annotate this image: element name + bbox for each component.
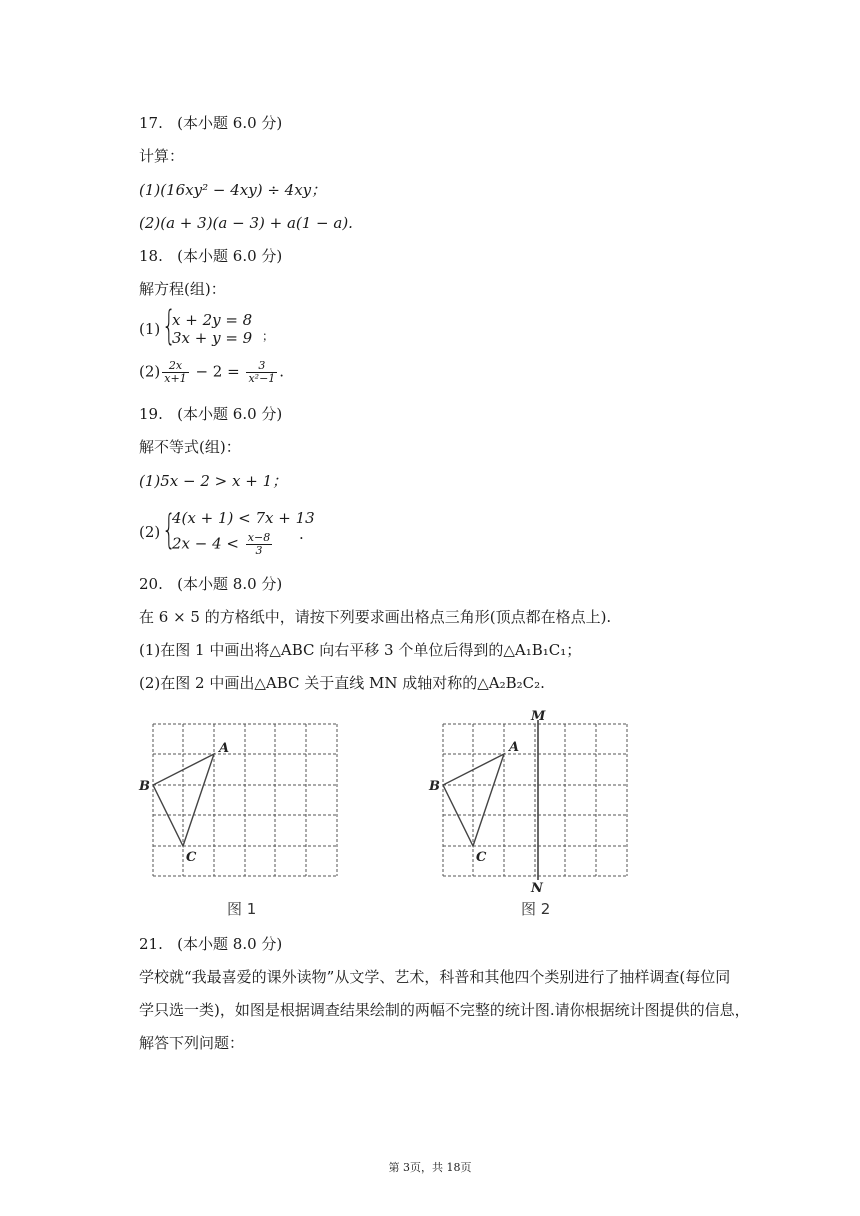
q19-instruction: 解不等式(组)：: [139, 438, 241, 456]
q20-text3: (2)在图 2 中画出△ABC 关于直线 MN 成轴对称的△A₂B₂C₂.: [139, 674, 545, 692]
q19-part2-label: (2): [139, 523, 161, 541]
fig2-label-m: M: [531, 709, 546, 724]
q18-frac1-num: 2x: [162, 360, 188, 373]
page-footer: 第 3页，共 18页: [388, 1161, 472, 1174]
q20-text2: (1)在图 1 中画出将△ABC 向右平移 3 个单位后得到的△A₁B₁C₁；: [139, 641, 582, 659]
q18-frac1-den: x+1: [164, 372, 187, 385]
q17-instruction: 计算：: [139, 147, 185, 165]
q21-text2: 学只选一类)，如图是根据调查结果绘制的两幅不完整的统计图.请你根据统计图提供的信息，: [139, 1001, 750, 1019]
figure-2: [425, 706, 645, 894]
q17-part2: (2)(a + 3)(a − 3) + a(1 − a).: [139, 214, 353, 232]
q19-ineq2-num: x−8: [247, 531, 271, 544]
q18-brace: {: [162, 303, 176, 349]
figure-1: [135, 714, 355, 894]
figure-2-caption: 图 2: [521, 900, 551, 918]
fig2-label-n: N: [531, 881, 543, 894]
q17-part1: (1)(16xy² − 4xy) ÷ 4xy；: [139, 181, 327, 199]
q21-header: 21. (本小题 8.0 分): [139, 935, 283, 953]
q18-frac2-num: 3: [246, 360, 277, 373]
q19-ineq2-frac: [246, 532, 272, 557]
fig2-label-a: A: [509, 740, 520, 755]
q19-part2-end: .: [299, 525, 304, 543]
q18-part2: [139, 360, 284, 385]
fig1-grid: [153, 724, 337, 876]
q20-text1: 在 6 × 5 的方格纸中，请按下列要求画出格点三角形(顶点都在格点上).: [139, 608, 612, 626]
q18-part2-mid: − 2 =: [195, 362, 240, 381]
q18-part2-end: .: [279, 362, 285, 381]
fig2-label-c: C: [476, 850, 487, 865]
q19-ineq2-left: 2x − 4 <: [172, 534, 239, 553]
fig1-label-a: A: [219, 741, 230, 756]
q18-frac2-den: x²−1: [248, 372, 276, 385]
q18-part2-label: (2): [139, 362, 161, 381]
fig1-label-c: C: [186, 850, 197, 865]
q18-eq2: 3x + y = 9: [172, 329, 253, 347]
q19-brace: {: [162, 507, 176, 553]
q19-ineq1: 4(x + 1) < 7x + 13: [172, 509, 315, 527]
q19-part1: (1)5x − 2 > x + 1；: [139, 472, 288, 490]
q18-frac1: [162, 360, 188, 385]
q19-header: 19. (本小题 6.0 分): [139, 405, 283, 423]
q18-part1-label: (1): [139, 320, 161, 338]
q19-ineq2: [172, 532, 274, 557]
fig1-label-b: B: [139, 779, 150, 794]
q21-text3: 解答下列问题：: [139, 1034, 245, 1052]
q18-eq1: x + 2y = 8: [172, 311, 253, 329]
q18-instruction: 解方程(组)：: [139, 280, 226, 298]
fig2-grid: [443, 724, 627, 876]
q17-header: 17. (本小题 6.0 分): [139, 114, 283, 132]
q19-ineq2-den: 3: [255, 544, 263, 557]
q18-part1-end: ；: [262, 329, 275, 343]
figure-1-caption: 图 1: [227, 900, 257, 918]
q18-header: 18. (本小题 6.0 分): [139, 247, 283, 265]
fig2-label-b: B: [429, 779, 440, 794]
q20-header: 20. (本小题 8.0 分): [139, 575, 283, 593]
q18-frac2: [246, 360, 277, 385]
q21-text1: 学校就“我最喜爱的课外读物”从文学、艺术，科普和其他四个类别进行了抽样调查(每位同: [139, 968, 731, 986]
